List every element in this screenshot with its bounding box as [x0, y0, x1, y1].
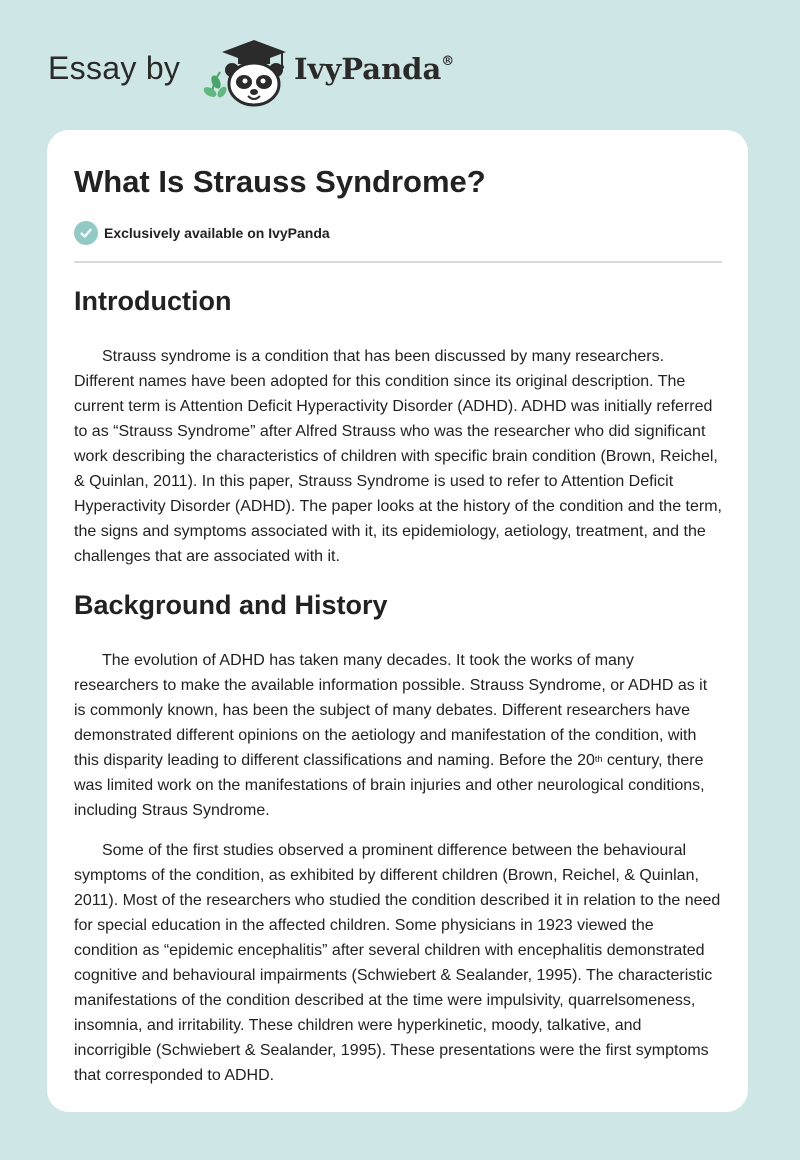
site-header: [46, 36, 506, 108]
article-body: [74, 280, 722, 1103]
section-introduction: [74, 280, 722, 569]
section-background-history: [74, 584, 722, 1088]
check-icon: [74, 221, 98, 245]
panda-logo-icon[interactable]: [202, 36, 294, 108]
essay-card: [47, 130, 748, 1112]
brand-name[interactable]: IvyPanda®: [294, 52, 455, 86]
essay-by-label: Essay by: [48, 50, 181, 86]
section-heading: Background and History: [74, 590, 388, 620]
section-heading: Introduction: [74, 286, 232, 316]
title-divider: [74, 261, 722, 263]
paragraph: Strauss syndrome is a condition that has been discussed by many researchers. Different names have been adopted for this condition since its original description. The current term is Attention Deficit Hyperactivity Disorder (ADHD). ADHD was initially referred to as “Strauss Syndrome” after Alfred Strauss who was the researcher who did significant work describing the characteristics of children with specific brain condition (Brown, Reichel, & Quinlan, 2011). In this paper, Strauss Syndrome is used to refer to Attention Deficit Hyperactivity Disorder (ADHD). The paper looks at the history of the condition and the term, the signs and symptoms associated with it, its epidemiology, aetiology, treatment, and the challenges that are associated with it.: [74, 348, 722, 565]
exclusive-badge: [74, 221, 330, 245]
paragraph: Some of the first studies observed a prominent difference between the behavioural symptoms of the condition, as exhibited by different children (Brown, Reichel, & Quinlan, 2011). Most of the researchers who studied the condition described it in relation to the need for special education in the affected children. Some physicians in 1923 viewed the condition as “epidemic encephalitis” after several children with encephalitis demonstrated cognitive and behavioural impairments (Schwiebert & Sealander, 1995). The characteristic manifestations of the condition described at the time were impulsivity, quarrelsomeness, insomnia, and irritability. These children were hyperkinetic, moody, talkative, and incorrigible (Schwiebert & Sealander, 1995). These presentations were the first symptoms that corresponded to ADHD.: [74, 842, 721, 1084]
exclusive-label: Exclusively available on IvyPanda: [104, 225, 330, 241]
page-title: What Is Strauss Syndrome?: [74, 164, 486, 199]
paragraph: The evolution of ADHD has taken many decades. It took the works of many researchers to make the available information possible. Strauss Syndrome, or ADHD as it is commonly known, has been the subject of many debates. Different researchers have demonstrated different opinions on the aetiology and manifestation of the condition, with this disparity leading to different classifications and naming. Before the 20th century, there was limited work on the manifestations of brain injuries and other neurological conditions, including Straus Syndrome.: [74, 652, 708, 819]
